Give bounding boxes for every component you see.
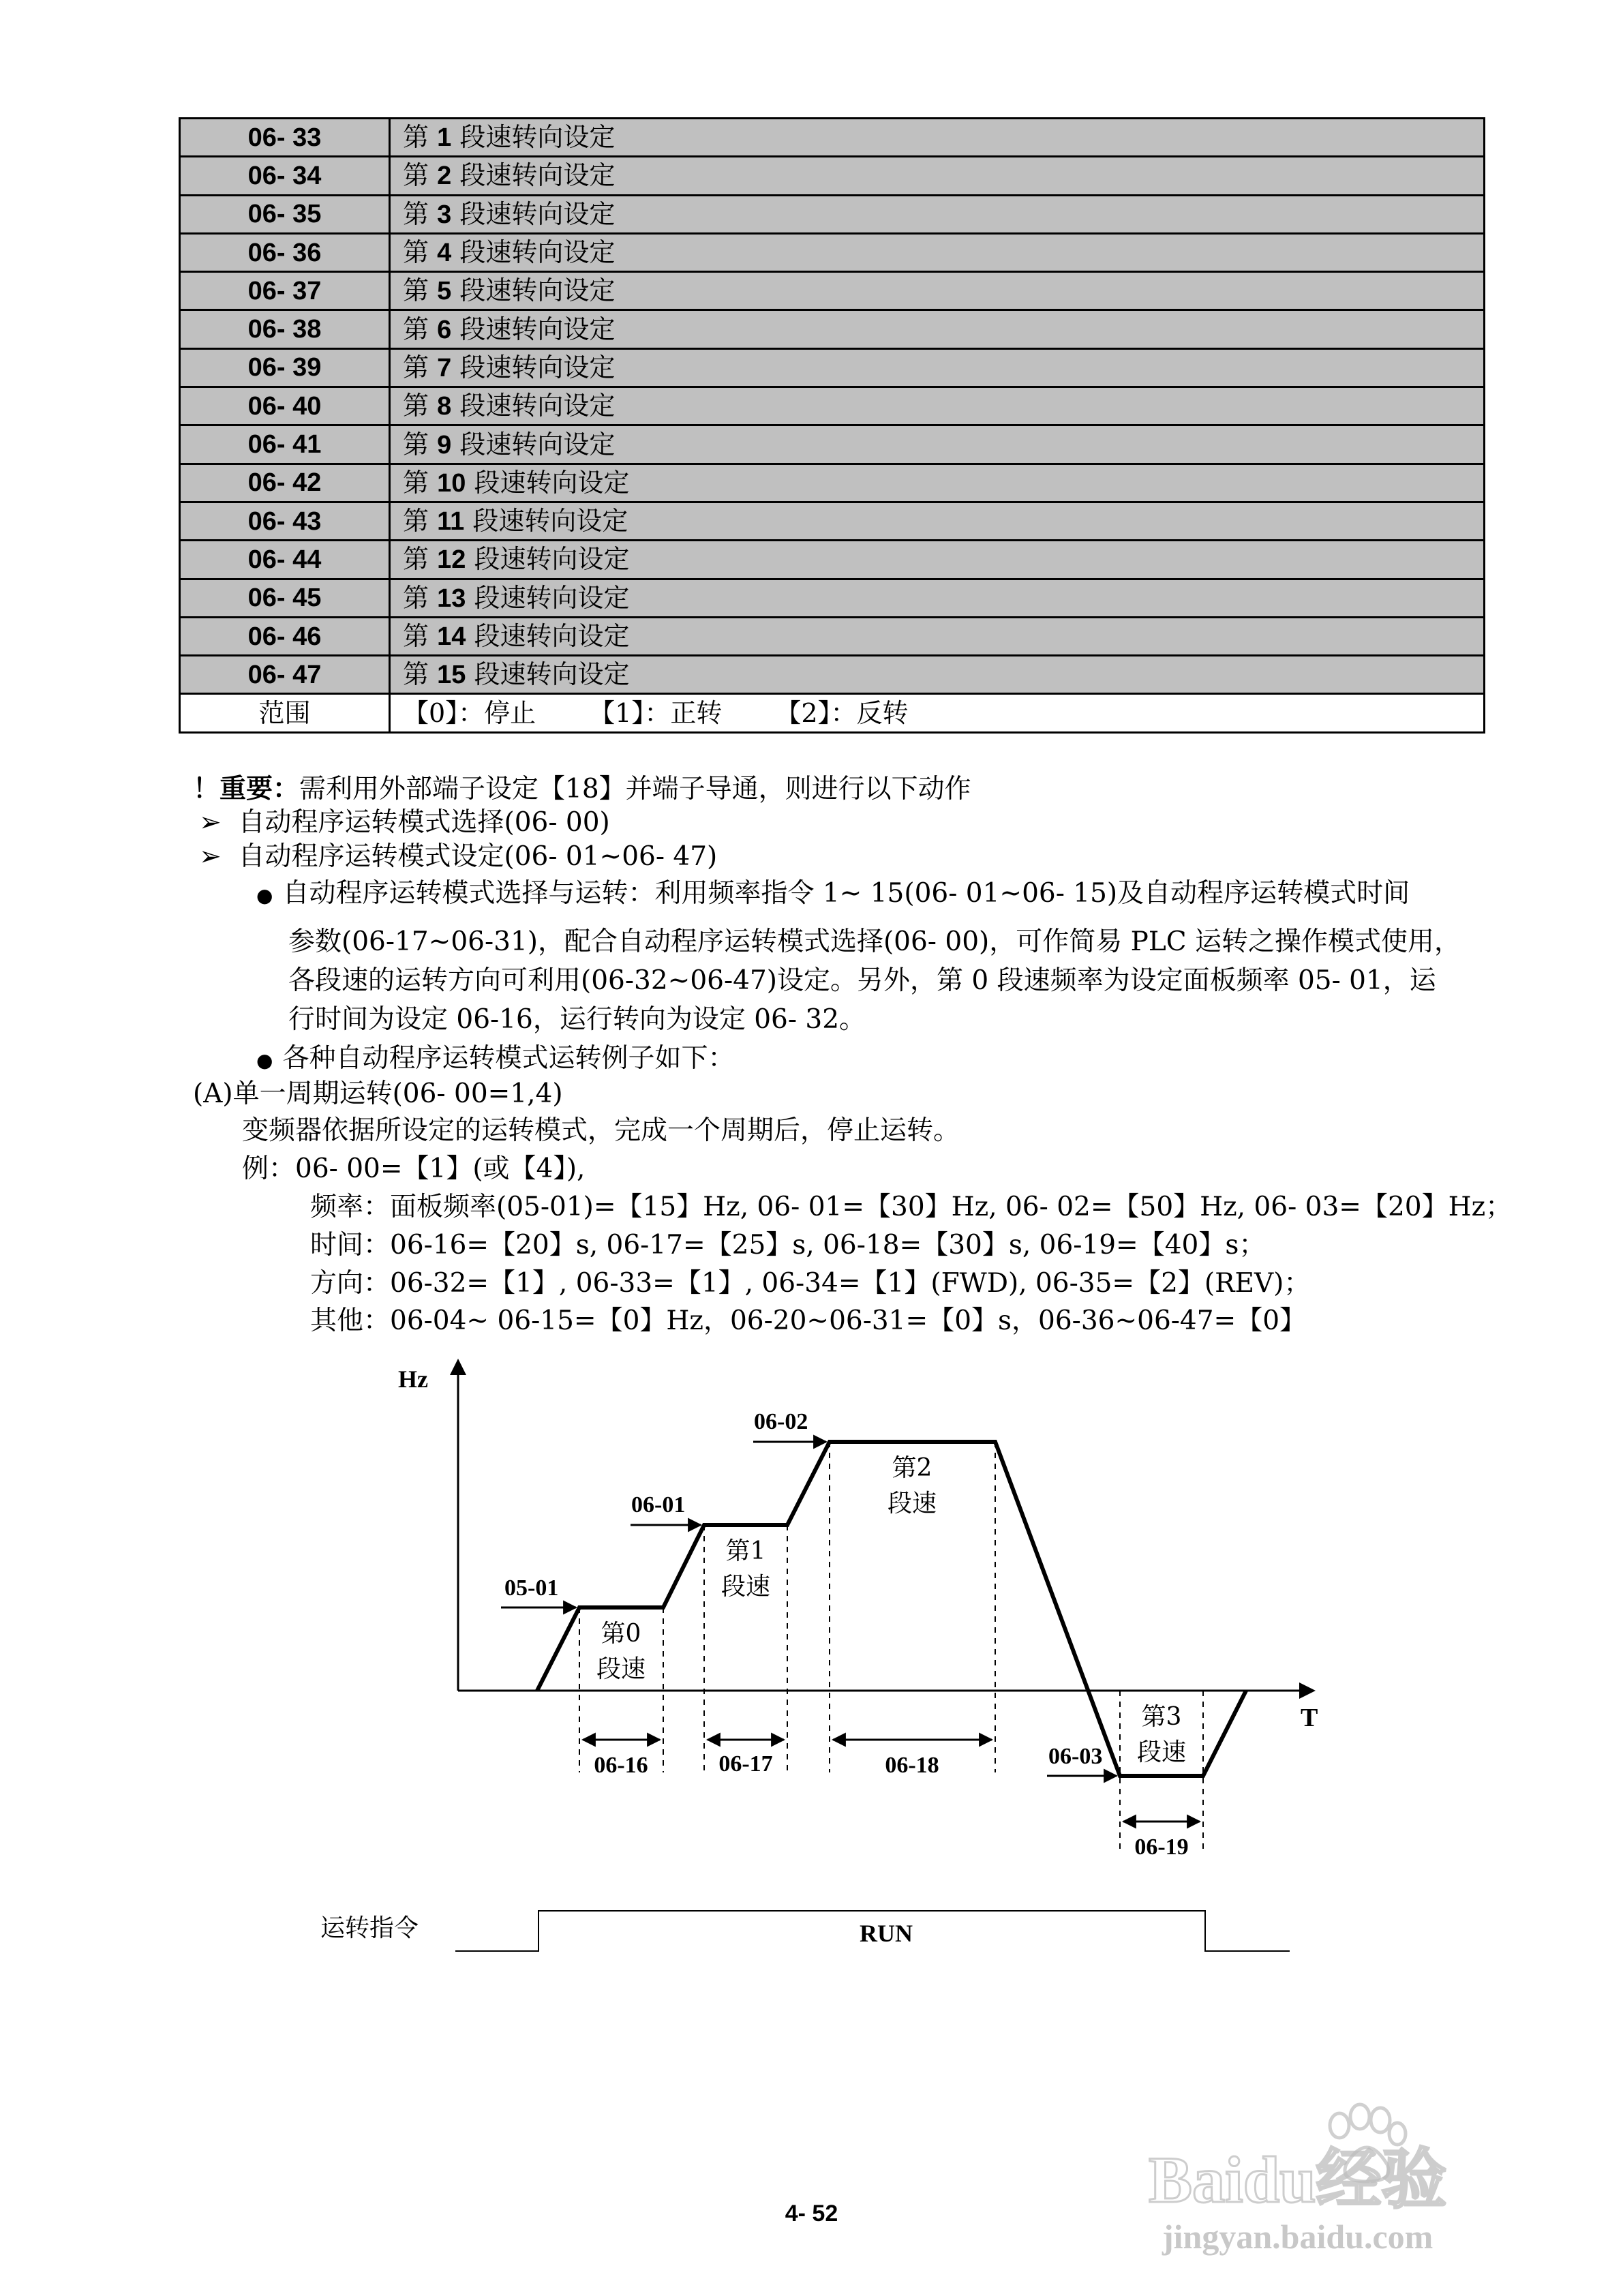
- bullet-1-text-1: 自动程序运转模式选择与运转：利用频率指令 1~ 15(06- 01~06- 15)及自动程序运转模式时间: [282, 878, 1410, 909]
- example-line: 例：06- 00=【1】(或【4】),: [242, 1153, 586, 1184]
- param-code: 06- 43: [180, 502, 390, 540]
- param-code: 06- 45: [180, 579, 390, 617]
- param-desc: 第 2 段速转向设定: [390, 157, 1485, 195]
- level-label-06-02: 06-02: [754, 1409, 808, 1434]
- y-axis-label: Hz: [398, 1365, 428, 1393]
- param-code: 06- 38: [180, 310, 390, 348]
- stage-2-line1: 第2: [892, 1454, 932, 1482]
- param-code: 06- 46: [180, 617, 390, 655]
- watermark-brand: Baidu经验: [1149, 2143, 1447, 2216]
- param-desc: 第 8 段速转向设定: [390, 387, 1485, 425]
- param-desc: 第 10 段速转向设定: [390, 464, 1485, 502]
- param-code: 06- 37: [180, 272, 390, 310]
- bullet-1-line-4: 行时间为设定 06-16，运行转向为设定 06- 32。: [288, 1004, 866, 1035]
- baidu-jingyan-watermark: [1135, 2086, 1530, 2263]
- param-desc: 第 14 段速转向设定: [390, 617, 1485, 655]
- param-code: 06- 44: [180, 541, 390, 579]
- param-code: 06- 34: [180, 157, 390, 195]
- param-desc: 第 13 段速转向设定: [390, 579, 1485, 617]
- param-code: 06- 41: [180, 425, 390, 464]
- time-label-06-16: 06-16: [594, 1753, 648, 1778]
- arrow-item-2-text: 自动程序运转模式设定(06- 01~06- 47): [238, 841, 718, 872]
- param-code: 06- 42: [180, 464, 390, 502]
- range-values: 【0】：停止 【1】：正转 【2】：反转: [390, 694, 1485, 732]
- stage-3-line2: 段速: [1136, 1738, 1187, 1766]
- param-desc: 第 7 段速转向设定: [390, 348, 1485, 387]
- freq-line: 频率：面板频率(05-01)=【15】Hz, 06- 01=【30】Hz, 06- 02=【50】Hz, 06- 03=【20】Hz；: [310, 1192, 1513, 1222]
- stage-2-line2: 段速: [887, 1490, 937, 1517]
- bullet-dot-icon: ●: [256, 1049, 273, 1072]
- param-desc: 第 6 段速转向设定: [390, 310, 1485, 348]
- important-mark: ！重要：: [193, 774, 300, 804]
- param-desc: 第 9 段速转向设定: [390, 425, 1485, 464]
- watermark-url: jingyan.baidu.com: [1162, 2218, 1434, 2256]
- arrow-icon: ➢: [199, 807, 222, 838]
- time-line: 时间：06-16=【20】s, 06-17=【25】s, 06-18=【30】s, 06-19=【40】s；: [310, 1230, 1266, 1260]
- level-label-05-01: 05-01: [504, 1575, 559, 1601]
- run-label: RUN: [860, 1920, 913, 1947]
- stage-1-line2: 段速: [721, 1573, 771, 1601]
- stage-3-line1: 第3: [1141, 1703, 1182, 1731]
- important-body: 需利用外部端子设定【18】并端子导通，则进行以下动作: [299, 774, 971, 804]
- param-code: 06- 35: [180, 195, 390, 233]
- arrow-icon: ➢: [199, 841, 222, 872]
- other-line: 其他：06-04~ 06-15=【0】Hz，06-20~06-31=【0】s，06-36~06-47=【0】: [310, 1305, 1307, 1336]
- stage-0-line2: 段速: [596, 1655, 646, 1683]
- bullet-1-line-2: 参数(06-17~06-31)，配合自动程序运转模式选择(06- 00)，可作简易 PLC 运转之操作模式使用，: [288, 926, 1461, 957]
- x-axis-label: T: [1301, 1704, 1318, 1732]
- param-desc: 第 1 段速转向设定: [390, 119, 1485, 157]
- param-desc: 第 11 段速转向设定: [390, 502, 1485, 540]
- section-a-desc: 变频器依据所设定的运转模式，完成一个周期后，停止运转。: [242, 1115, 960, 1146]
- stage-0-line1: 第0: [601, 1620, 641, 1648]
- arrow-item-1-text: 自动程序运转模式选择(06- 00): [238, 807, 610, 838]
- param-desc: 第 4 段速转向设定: [390, 233, 1485, 271]
- level-label-06-01: 06-01: [631, 1492, 686, 1517]
- param-code: 06- 33: [180, 119, 390, 157]
- bullet-1-line-3: 各段速的运转方向可利用(06-32~06-47)设定。另外，第 0 段速频率为设定面板频率 05- 01，运: [288, 965, 1436, 996]
- section-a-title: (A)单一周期运转(06- 00=1,4): [193, 1078, 563, 1109]
- time-label-06-17: 06-17: [718, 1751, 773, 1777]
- level-label-06-03: 06-03: [1048, 1744, 1103, 1769]
- param-code: 06- 40: [180, 387, 390, 425]
- time-label-06-18: 06-18: [885, 1753, 939, 1778]
- range-label: 范围: [180, 694, 390, 732]
- time-label-06-19: 06-19: [1134, 1834, 1189, 1860]
- param-code: 06- 36: [180, 233, 390, 271]
- page-number: 4- 52: [785, 2201, 838, 2226]
- direction-line: 方向：06-32=【1】, 06-33=【1】, 06-34=【1】(FWD), 06-35=【2】(REV)；: [310, 1268, 1311, 1299]
- param-desc: 第 5 段速转向设定: [390, 272, 1485, 310]
- param-desc: 第 15 段速转向设定: [390, 656, 1485, 694]
- run-command-label: 运转指令: [320, 1914, 419, 1942]
- param-desc: 第 3 段速转向设定: [390, 195, 1485, 233]
- param-desc: 第 12 段速转向设定: [390, 541, 1485, 579]
- param-code: 06- 39: [180, 348, 390, 387]
- bullet-2-text: 各种自动程序运转模式运转例子如下：: [282, 1043, 735, 1074]
- param-code: 06- 47: [180, 656, 390, 694]
- bullet-dot-icon: ●: [256, 884, 273, 907]
- stage-1-line1: 第1: [725, 1537, 766, 1565]
